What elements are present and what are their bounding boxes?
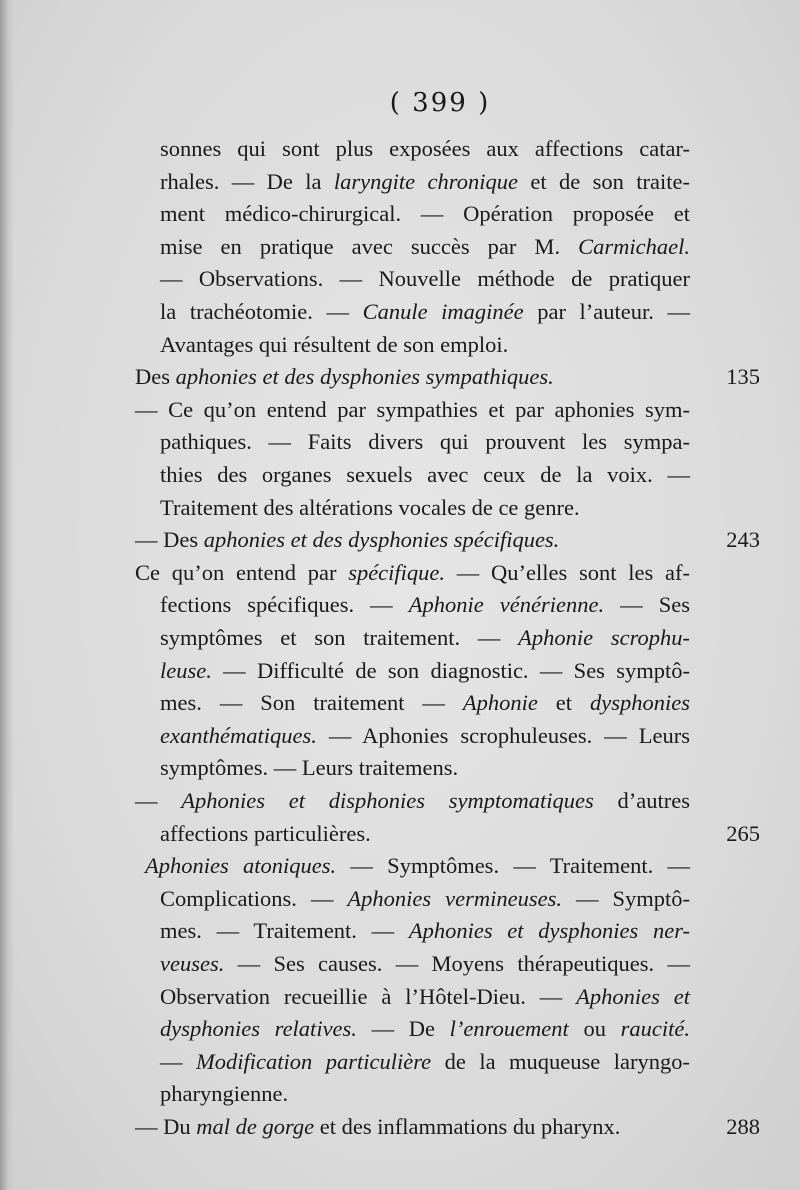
italic-text-segment: spécifique. — [348, 559, 446, 585]
text-segment: — — [160, 1048, 196, 1074]
text-segment: ou — [568, 1016, 621, 1042]
text-line — [160, 230, 690, 263]
text-line — [160, 165, 690, 198]
text-segment: Complications. — — [160, 885, 348, 911]
italic-text-segment: raucité. — [620, 1016, 690, 1042]
italic-text-segment: exanthématiques. — [160, 722, 317, 748]
page-reference-number: 265 — [726, 820, 760, 846]
text-segment: mise en pratique avec succès par M. — [160, 233, 579, 259]
italic-text-segment: veuses. — [160, 951, 225, 976]
text-line — [135, 523, 559, 556]
text-line — [160, 197, 690, 230]
italic-text-segment: Aphonies vermineuses. — [347, 885, 562, 911]
page-reference-number: 135 — [726, 364, 760, 390]
text-segment: symptômes et son traitement. — — [160, 625, 519, 650]
text-line — [160, 621, 690, 654]
text-line — [135, 393, 690, 426]
text-segment: pathiques. — Faits divers qui prouvent les sympa- — [160, 429, 690, 455]
text-segment: — Ses causes. — Moyens thérapeutiques. — — [224, 951, 690, 976]
text-segment: — — [135, 788, 182, 813]
text-segment: Avantages qui résultent de son emploi. — [160, 331, 509, 357]
text-segment: et de son traite- — [517, 168, 690, 194]
text-line — [135, 1110, 620, 1143]
text-segment: — Symptômes. — Traitement. — — [336, 853, 691, 879]
text-line — [160, 817, 371, 850]
italic-text-segment: Aphonies et disphonies symptomatiques — [181, 788, 594, 813]
text-segment: et — [537, 690, 590, 716]
page-reference-number: 243 — [726, 527, 760, 553]
text-segment: fections spécifiques. — — [160, 592, 409, 618]
text-line — [160, 882, 690, 915]
text-segment: mes. — Traitement. — — [160, 918, 409, 944]
text-segment: — Difficulté de son diagnostic. — Ses symptô- — [211, 657, 690, 683]
text-line — [160, 914, 690, 947]
text-segment: et des inflammations du pharynx. — [314, 1114, 621, 1139]
text-line — [160, 980, 690, 1013]
italic-text-segment: dysphonies — [590, 690, 690, 716]
text-segment: — Du — [135, 1114, 197, 1139]
text-line — [135, 784, 690, 817]
text-segment: rhales. — De la — [160, 168, 334, 194]
text-line — [160, 588, 690, 621]
text-line — [160, 425, 690, 458]
italic-text-segment: Carmichael. — [578, 233, 690, 259]
italic-text-segment: Aphonies et dysphonies ner- — [408, 918, 690, 944]
text-line — [160, 1012, 690, 1045]
text-segment: thies des organes sexuels avec ceux de la voix. — — [160, 462, 690, 487]
text-line — [160, 491, 580, 524]
italic-text-segment: leuse. — [160, 657, 212, 683]
page-number: ( 399 ) — [389, 88, 491, 118]
text-line — [160, 328, 508, 361]
text-segment: Des — [135, 364, 176, 390]
text-segment: Observation recueillie à l’Hôtel-Dieu. — — [160, 983, 577, 1009]
text-segment: — Qu’elles sont les af- — [445, 559, 690, 585]
italic-text-segment: Aphonie scrophu- — [518, 625, 690, 650]
italic-text-segment: Aphonies et — [576, 983, 690, 1009]
text-segment: symptômes. — Leurs traitemens. — [160, 755, 459, 781]
text-segment: Ce qu’on entend par — [135, 559, 349, 585]
text-segment: affections particulières. — [160, 820, 371, 846]
page-binding-shadow — [0, 0, 14, 1190]
text-segment: — Symptô- — [561, 885, 691, 911]
text-segment: mes. — Son traitement — — [160, 690, 463, 716]
italic-text-segment: mal de gorge — [196, 1114, 315, 1139]
italic-text-segment: Modification particulière — [196, 1048, 432, 1074]
text-line — [160, 751, 458, 784]
text-segment: Traitement des altérations vocales de ce genre. — [160, 494, 580, 520]
text-segment: de la muqueuse laryngo- — [431, 1048, 691, 1074]
text-segment: — Observations. — Nouvelle méthode de pratiquer — [160, 266, 690, 292]
text-line — [160, 132, 690, 165]
text-segment: — Ce qu’on entend par sympathies et par aphonies sym- — [135, 396, 690, 422]
text-line — [160, 686, 690, 719]
text-segment: pharyngienne. — [160, 1081, 289, 1107]
text-line — [160, 262, 690, 295]
text-line — [160, 719, 690, 752]
text-segment: — De — [356, 1016, 450, 1042]
italic-text-segment: aphonies et des dysphonies sympathiques. — [175, 364, 554, 390]
page-reference-number: 288 — [726, 1114, 760, 1139]
italic-text-segment: Aphonies atoniques. — [145, 853, 337, 879]
text-segment: la trachéotomie. — — [160, 299, 363, 324]
italic-text-segment: Aphonie vénérienne. — [408, 592, 605, 618]
italic-text-segment: Aphonie — [462, 690, 538, 716]
italic-text-segment: aphonies et des dysphonies spécifiques. — [203, 527, 560, 553]
italic-text-segment: laryngite chronique — [333, 168, 518, 194]
text-segment: d’autres — [593, 788, 691, 813]
text-line — [160, 295, 690, 328]
text-line — [160, 1077, 288, 1110]
text-line — [160, 1045, 690, 1078]
text-line — [160, 654, 690, 687]
text-segment: ment médico-chirurgical. — Opération proposée et — [160, 201, 690, 227]
italic-text-segment: dysphonies relatives. — [160, 1016, 357, 1042]
text-segment: — Aphonies scrophuleuses. — Leurs — [316, 722, 690, 748]
text-segment: par l’auteur. — — [523, 299, 690, 324]
text-segment: sonnes qui sont plus exposées aux affections catar- — [160, 136, 690, 161]
text-line — [160, 458, 690, 491]
text-segment: — Des — [135, 527, 204, 553]
text-line — [135, 360, 554, 393]
text-segment: — Ses — [604, 592, 690, 618]
text-line — [135, 556, 690, 589]
text-line — [145, 849, 690, 882]
italic-text-segment: l’enrouement — [449, 1016, 569, 1042]
text-line — [160, 947, 690, 980]
italic-text-segment: Canule imaginée — [362, 299, 524, 324]
